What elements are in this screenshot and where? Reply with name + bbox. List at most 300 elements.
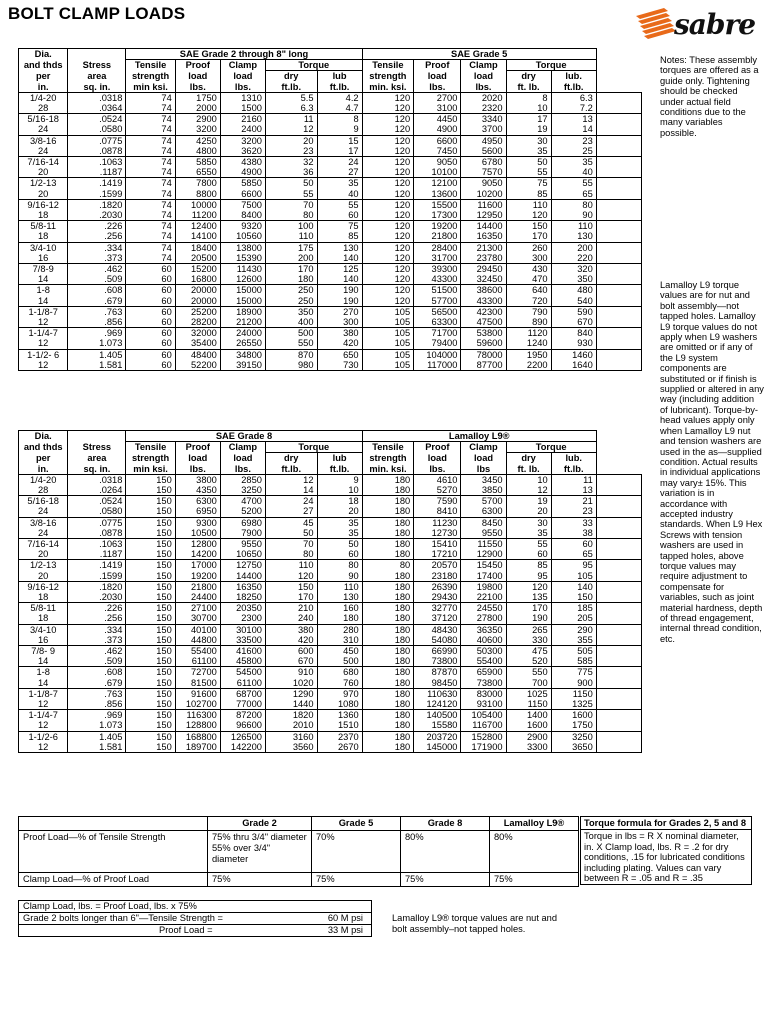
table-cell: 2700 — [414, 92, 461, 103]
column-header: lbs. — [220, 82, 265, 93]
table-cell: 60 — [126, 360, 175, 371]
table-row — [19, 485, 642, 496]
table-cell — [596, 667, 641, 678]
table-cell: 1.073 — [68, 338, 126, 349]
table-cell: 19200 — [175, 571, 220, 582]
table-cell: 34800 — [220, 349, 265, 360]
table-cell: 2020 — [461, 92, 506, 103]
dia-value: 5/8-11 — [19, 603, 68, 614]
table-cell: 33 — [551, 517, 596, 528]
table-cell: 203720 — [414, 731, 461, 742]
torque-column-header: dry — [506, 453, 551, 464]
table-cell: .1599 — [68, 189, 126, 200]
table-cell: 21 — [551, 496, 596, 507]
table-cell: 39300 — [414, 264, 461, 275]
table-cell: 120 — [362, 221, 414, 232]
torque-header: Torque — [265, 442, 362, 453]
formula-row — [19, 925, 371, 936]
table-cell: 19 — [506, 496, 551, 507]
table-row — [19, 253, 642, 264]
torque-column-header: ft. lb. — [506, 82, 551, 93]
cmp-header-l9: Lamalloy L9® — [490, 817, 579, 831]
table-cell: 3620 — [220, 146, 265, 157]
table-cell: 190 — [317, 285, 362, 296]
table-cell: 150 — [126, 603, 175, 614]
table-cell: 60 — [126, 338, 175, 349]
table-row — [19, 317, 642, 328]
table-cell — [596, 189, 641, 200]
table-cell — [596, 221, 641, 232]
table-cell: 15000 — [220, 296, 265, 307]
table-cell: 22100 — [461, 592, 506, 603]
table-cell: 128800 — [175, 720, 220, 731]
table-cell: 60 — [317, 210, 362, 221]
table-cell: .1419 — [68, 560, 126, 571]
table-cell — [596, 603, 641, 614]
table-cell: 180 — [362, 603, 414, 614]
column-header: Clamp — [461, 60, 506, 71]
table-cell: 90 — [317, 571, 362, 582]
table-cell: 120 — [362, 92, 414, 103]
table-cell: 12 — [506, 485, 551, 496]
table-cell: 30 — [506, 135, 551, 146]
table-row — [19, 528, 642, 539]
dia-header: per — [19, 453, 68, 464]
table-cell: 5200 — [220, 506, 265, 517]
table-cell: .679 — [68, 296, 126, 307]
table-cell: 5850 — [220, 178, 265, 189]
table-cell: 15500 — [414, 199, 461, 210]
cmp-clamp-grade2: 75% — [208, 873, 312, 887]
table-cell: 18 — [317, 496, 362, 507]
table-cell: .0318 — [68, 92, 126, 103]
table-cell: 8450 — [461, 517, 506, 528]
table-cell: 8410 — [414, 506, 461, 517]
torque-column-header: ft.lb. — [551, 464, 596, 475]
table-cell: 12400 — [175, 221, 220, 232]
table-cell: 150 — [126, 517, 175, 528]
table-cell: 105 — [362, 349, 414, 360]
table-cell: 72700 — [175, 667, 220, 678]
table-row — [19, 635, 642, 646]
table-cell: 96600 — [220, 720, 265, 731]
table-cell: 15000 — [220, 285, 265, 296]
table-cell: 10 — [506, 103, 551, 114]
table-cell: 11230 — [414, 517, 461, 528]
table-cell: 420 — [265, 635, 317, 646]
table-cell — [596, 560, 641, 571]
table-cell: 3200 — [220, 135, 265, 146]
table-cell: 8400 — [220, 210, 265, 221]
table-cell: 1150 — [506, 699, 551, 710]
table-cell: 1.581 — [68, 742, 126, 753]
table-row — [19, 667, 642, 678]
table-cell: 43300 — [461, 296, 506, 307]
table-cell: 80 — [317, 560, 362, 571]
table-cell: 120 — [362, 253, 414, 264]
table-cell: 17 — [506, 114, 551, 125]
table-cell: 74 — [126, 103, 175, 114]
cmp-clamp-label: Clamp Load—% of Proof Load — [19, 873, 208, 887]
table-cell: 9050 — [414, 157, 461, 168]
table-cell: 180 — [362, 699, 414, 710]
table-cell: 10560 — [220, 231, 265, 242]
table-cell: 74 — [126, 242, 175, 253]
table-cell: 180 — [362, 496, 414, 507]
table-row — [19, 178, 642, 189]
table-cell: 28200 — [175, 317, 220, 328]
table-cell: 7900 — [220, 528, 265, 539]
table-row — [19, 474, 642, 485]
table-row — [19, 731, 642, 742]
table-cell: 1600 — [506, 720, 551, 731]
dia-value: 1-8 — [19, 667, 68, 678]
table-cell: 60 — [506, 549, 551, 560]
table-cell — [596, 506, 641, 517]
table-cell: 1440 — [265, 699, 317, 710]
table-cell: 74 — [126, 221, 175, 232]
table-cell: .763 — [68, 306, 126, 317]
table-cell: 50 — [506, 157, 551, 168]
table-cell: 470 — [506, 274, 551, 285]
table-cell: 5600 — [461, 146, 506, 157]
table-cell: 85 — [317, 231, 362, 242]
stress-header: Stress — [68, 442, 126, 453]
table-cell: 12750 — [220, 560, 265, 571]
column-header: min ksi. — [126, 82, 175, 93]
table-cell: 31700 — [414, 253, 461, 264]
table-cell: .509 — [68, 656, 126, 667]
table-cell: 200 — [265, 253, 317, 264]
torque-column-header: lub. — [551, 71, 596, 82]
table-cell: .256 — [68, 613, 126, 624]
table-cell: 11600 — [461, 199, 506, 210]
load-formulas — [18, 900, 372, 937]
table-cell: 81500 — [175, 678, 220, 689]
table-cell: 120 — [362, 210, 414, 221]
table-cell: 7800 — [175, 178, 220, 189]
formula-value: 33 M psi — [327, 925, 363, 935]
table-cell — [596, 167, 641, 178]
table-cell: 29430 — [414, 592, 461, 603]
table-cell — [596, 613, 641, 624]
dia-value: 16 — [19, 635, 68, 646]
header-row — [19, 453, 642, 464]
table-cell: 4900 — [414, 124, 461, 135]
table-cell: 65900 — [461, 667, 506, 678]
table-cell: 180 — [362, 581, 414, 592]
table-cell: 57700 — [414, 296, 461, 307]
table-cell: .462 — [68, 646, 126, 657]
table-cell: 5850 — [175, 157, 220, 168]
cmp-proof-l9: 80% — [490, 831, 579, 873]
table-cell: .1820 — [68, 581, 126, 592]
table-cell: 180 — [362, 635, 414, 646]
dia-value: 12 — [19, 699, 68, 710]
dia-value: 18 — [19, 592, 68, 603]
torque-column-header: ft.lb. — [317, 82, 362, 93]
table-cell: 30700 — [175, 613, 220, 624]
dia-value: 7/8-9 — [19, 264, 68, 275]
table-cell: 110 — [265, 560, 317, 571]
table-cell: 15390 — [220, 253, 265, 264]
table-cell: 140 — [317, 253, 362, 264]
table-cell: 17300 — [414, 210, 461, 221]
table-cell: 20000 — [175, 285, 220, 296]
table-cell: 12950 — [461, 210, 506, 221]
torque-column-header: ft.lb. — [551, 82, 596, 93]
table-cell: 13 — [551, 114, 596, 125]
dia-value: 20 — [19, 167, 68, 178]
torque-column-header: lub. — [551, 453, 596, 464]
column-header: Proof — [175, 442, 220, 453]
table-cell: .1419 — [68, 178, 126, 189]
table-cell: 21800 — [414, 231, 461, 242]
group-title: Lamalloy L9® — [362, 431, 596, 442]
table-cell: 53800 — [461, 328, 506, 339]
table-cell: 280 — [317, 624, 362, 635]
table-cell: 3650 — [551, 742, 596, 753]
table-cell — [596, 678, 641, 689]
table-cell — [596, 135, 641, 146]
table-cell: 3250 — [551, 731, 596, 742]
table-cell: 930 — [551, 338, 596, 349]
table-row — [19, 135, 642, 146]
table-cell: 60 — [551, 539, 596, 550]
table-cell: 27 — [317, 167, 362, 178]
table-cell: 59600 — [461, 338, 506, 349]
table-cell: 20000 — [175, 296, 220, 307]
table-cell — [596, 539, 641, 550]
table-cell: 75 — [317, 221, 362, 232]
table-cell: .0364 — [68, 103, 126, 114]
table-cell: 35 — [317, 517, 362, 528]
table-cell: 3450 — [461, 474, 506, 485]
table-cell: 2400 — [220, 124, 265, 135]
table-row — [19, 328, 642, 339]
table-cell — [596, 338, 641, 349]
table-row — [19, 210, 642, 221]
column-header: load — [414, 71, 461, 82]
table-row — [19, 285, 642, 296]
page-title: BOLT CLAMP LOADS — [8, 4, 186, 23]
logo-text: sabre — [674, 8, 756, 41]
table-cell: 44800 — [175, 635, 220, 646]
table-cell — [596, 496, 641, 507]
table-cell: 80 — [551, 199, 596, 210]
table-cell: 65 — [551, 549, 596, 560]
table-cell: 45800 — [220, 656, 265, 667]
dia-value: 5/8-11 — [19, 221, 68, 232]
table-cell: 3800 — [175, 474, 220, 485]
table-cell: 240 — [265, 613, 317, 624]
table-cell: 35400 — [175, 338, 220, 349]
table-cell: 180 — [362, 710, 414, 721]
table-row — [19, 349, 642, 360]
table-cell: 4450 — [414, 114, 461, 125]
column-header: min ksi. — [126, 464, 175, 475]
torque-formula-body: Torque in lbs = R X nominal diameter, in. X Clamp load, lbs. R = .2 for dry conditions, .15 for lubricated conditions including plating. Values can vary between R = .05 and R = .35 — [584, 831, 745, 884]
column-header: Proof — [414, 442, 461, 453]
table-row — [19, 92, 642, 103]
table-cell: 250 — [265, 285, 317, 296]
table-cell: .0524 — [68, 114, 126, 125]
table-cell: 720 — [506, 296, 551, 307]
dia-value: 5/16-18 — [19, 114, 68, 125]
table-cell: 74 — [126, 114, 175, 125]
table-cell: 170 — [506, 603, 551, 614]
table-cell: 25 — [551, 146, 596, 157]
table-row — [19, 114, 642, 125]
table-cell: 16350 — [220, 581, 265, 592]
table-cell: 150 — [126, 474, 175, 485]
table-cell: 21800 — [175, 581, 220, 592]
table-cell: .969 — [68, 328, 126, 339]
table-cell: 180 — [265, 274, 317, 285]
table-cell: 7570 — [461, 167, 506, 178]
table-cell: 120 — [506, 581, 551, 592]
table-cell: 32000 — [175, 328, 220, 339]
table-cell: 150 — [126, 613, 175, 624]
table-cell: 9 — [317, 474, 362, 485]
table-row — [19, 296, 642, 307]
table-cell: 150 — [506, 221, 551, 232]
table-cell: 265 — [506, 624, 551, 635]
table-cell: .763 — [68, 688, 126, 699]
table-cell — [596, 635, 641, 646]
table-cell: 93100 — [461, 699, 506, 710]
table-cell: 14100 — [175, 231, 220, 242]
table-cell: 39150 — [220, 360, 265, 371]
table-cell: 120 — [362, 199, 414, 210]
column-header: Clamp — [220, 60, 265, 71]
table-cell: .0580 — [68, 506, 126, 517]
table-cell: 150 — [265, 581, 317, 592]
table-cell: 35 — [551, 157, 596, 168]
table-cell: 14 — [265, 485, 317, 496]
table-cell: 60 — [126, 285, 175, 296]
table-cell: 10200 — [461, 189, 506, 200]
stress-header: area — [68, 71, 126, 82]
stress-header: Stress — [68, 60, 126, 71]
table-cell: 110630 — [414, 688, 461, 699]
table-cell — [596, 103, 641, 114]
table-cell — [596, 146, 641, 157]
table-cell: 142200 — [220, 742, 265, 753]
table-cell: 175 — [265, 242, 317, 253]
table-cell: 105 — [362, 306, 414, 317]
table-cell: 40 — [317, 189, 362, 200]
table-cell: 7590 — [414, 496, 461, 507]
table-row — [19, 581, 642, 592]
table-cell: 150 — [126, 592, 175, 603]
table-cell: 20 — [506, 506, 551, 517]
table-cell: 150 — [126, 656, 175, 667]
table-cell: 760 — [317, 678, 362, 689]
table-cell: 220 — [551, 253, 596, 264]
table-cell: .334 — [68, 242, 126, 253]
table-cell: 350 — [551, 274, 596, 285]
table-cell: 55 — [551, 178, 596, 189]
table-cell: 9320 — [220, 221, 265, 232]
table-cell: 980 — [265, 360, 317, 371]
table-cell: 116700 — [461, 720, 506, 731]
column-header: strength — [126, 71, 175, 82]
cmp-header-blank — [19, 817, 208, 831]
table-cell: 120 — [362, 146, 414, 157]
table-cell: 6300 — [175, 496, 220, 507]
table-cell: 35 — [317, 178, 362, 189]
dia-value: 12 — [19, 742, 68, 753]
table-cell: 87200 — [220, 710, 265, 721]
table-cell: 32770 — [414, 603, 461, 614]
table-cell: 120 — [362, 114, 414, 125]
table-cell: 74 — [126, 178, 175, 189]
table-cell: 1750 — [551, 720, 596, 731]
dia-header: per — [19, 71, 68, 82]
table-cell: .0264 — [68, 485, 126, 496]
table-cell: 2320 — [461, 103, 506, 114]
table-cell: 890 — [506, 317, 551, 328]
table-cell: 83000 — [461, 688, 506, 699]
torque-column-header: dry — [506, 71, 551, 82]
table-cell: .1820 — [68, 199, 126, 210]
table-cell: 74 — [126, 167, 175, 178]
table-cell: 102700 — [175, 699, 220, 710]
table-cell: 9300 — [175, 517, 220, 528]
dia-value: 1/4-20 — [19, 474, 68, 485]
table-cell: 25200 — [175, 306, 220, 317]
table-cell: 70 — [265, 199, 317, 210]
table-cell: 120 — [362, 189, 414, 200]
table-cell: 9550 — [461, 528, 506, 539]
table-cell: 10 — [317, 485, 362, 496]
table-cell: 120 — [265, 571, 317, 582]
dia-header: Dia. — [19, 431, 68, 442]
dia-value: 14 — [19, 678, 68, 689]
table-cell: 30 — [506, 517, 551, 528]
table-cell: 7500 — [220, 199, 265, 210]
table-cell: 150 — [126, 742, 175, 753]
table-cell: 61100 — [220, 678, 265, 689]
table-cell: 37120 — [414, 613, 461, 624]
column-header: load — [414, 453, 461, 464]
notes-general: Notes: These assembly torques are offered as a guide only. Tightening should be checked under actual field conditions due to the many variables possible. — [660, 55, 759, 138]
table-cell: 23780 — [461, 253, 506, 264]
table-cell: 14400 — [220, 571, 265, 582]
table-cell: 585 — [551, 656, 596, 667]
table-cell: 27800 — [461, 613, 506, 624]
torque-column-header: ft.lb. — [265, 82, 317, 93]
column-header: lbs. — [220, 464, 265, 475]
cmp-header-grade2: Grade 2 — [208, 817, 312, 831]
table-cell — [596, 731, 641, 742]
table-cell: 80 — [265, 210, 317, 221]
column-header: Tensile — [362, 442, 414, 453]
column-header: strength — [362, 71, 414, 82]
column-header: lbs. — [175, 82, 220, 93]
cmp-proof-label: Proof Load—% of Tensile Strength — [19, 831, 208, 873]
table-cell: .2030 — [68, 210, 126, 221]
table-cell — [596, 231, 641, 242]
table-cell — [596, 157, 641, 168]
table-cell: 120 — [362, 124, 414, 135]
dia-value: 3/4-10 — [19, 242, 68, 253]
table-cell: 1400 — [506, 710, 551, 721]
column-header: Tensile — [126, 442, 175, 453]
table-row — [19, 517, 642, 528]
table-cell: 120 — [362, 285, 414, 296]
